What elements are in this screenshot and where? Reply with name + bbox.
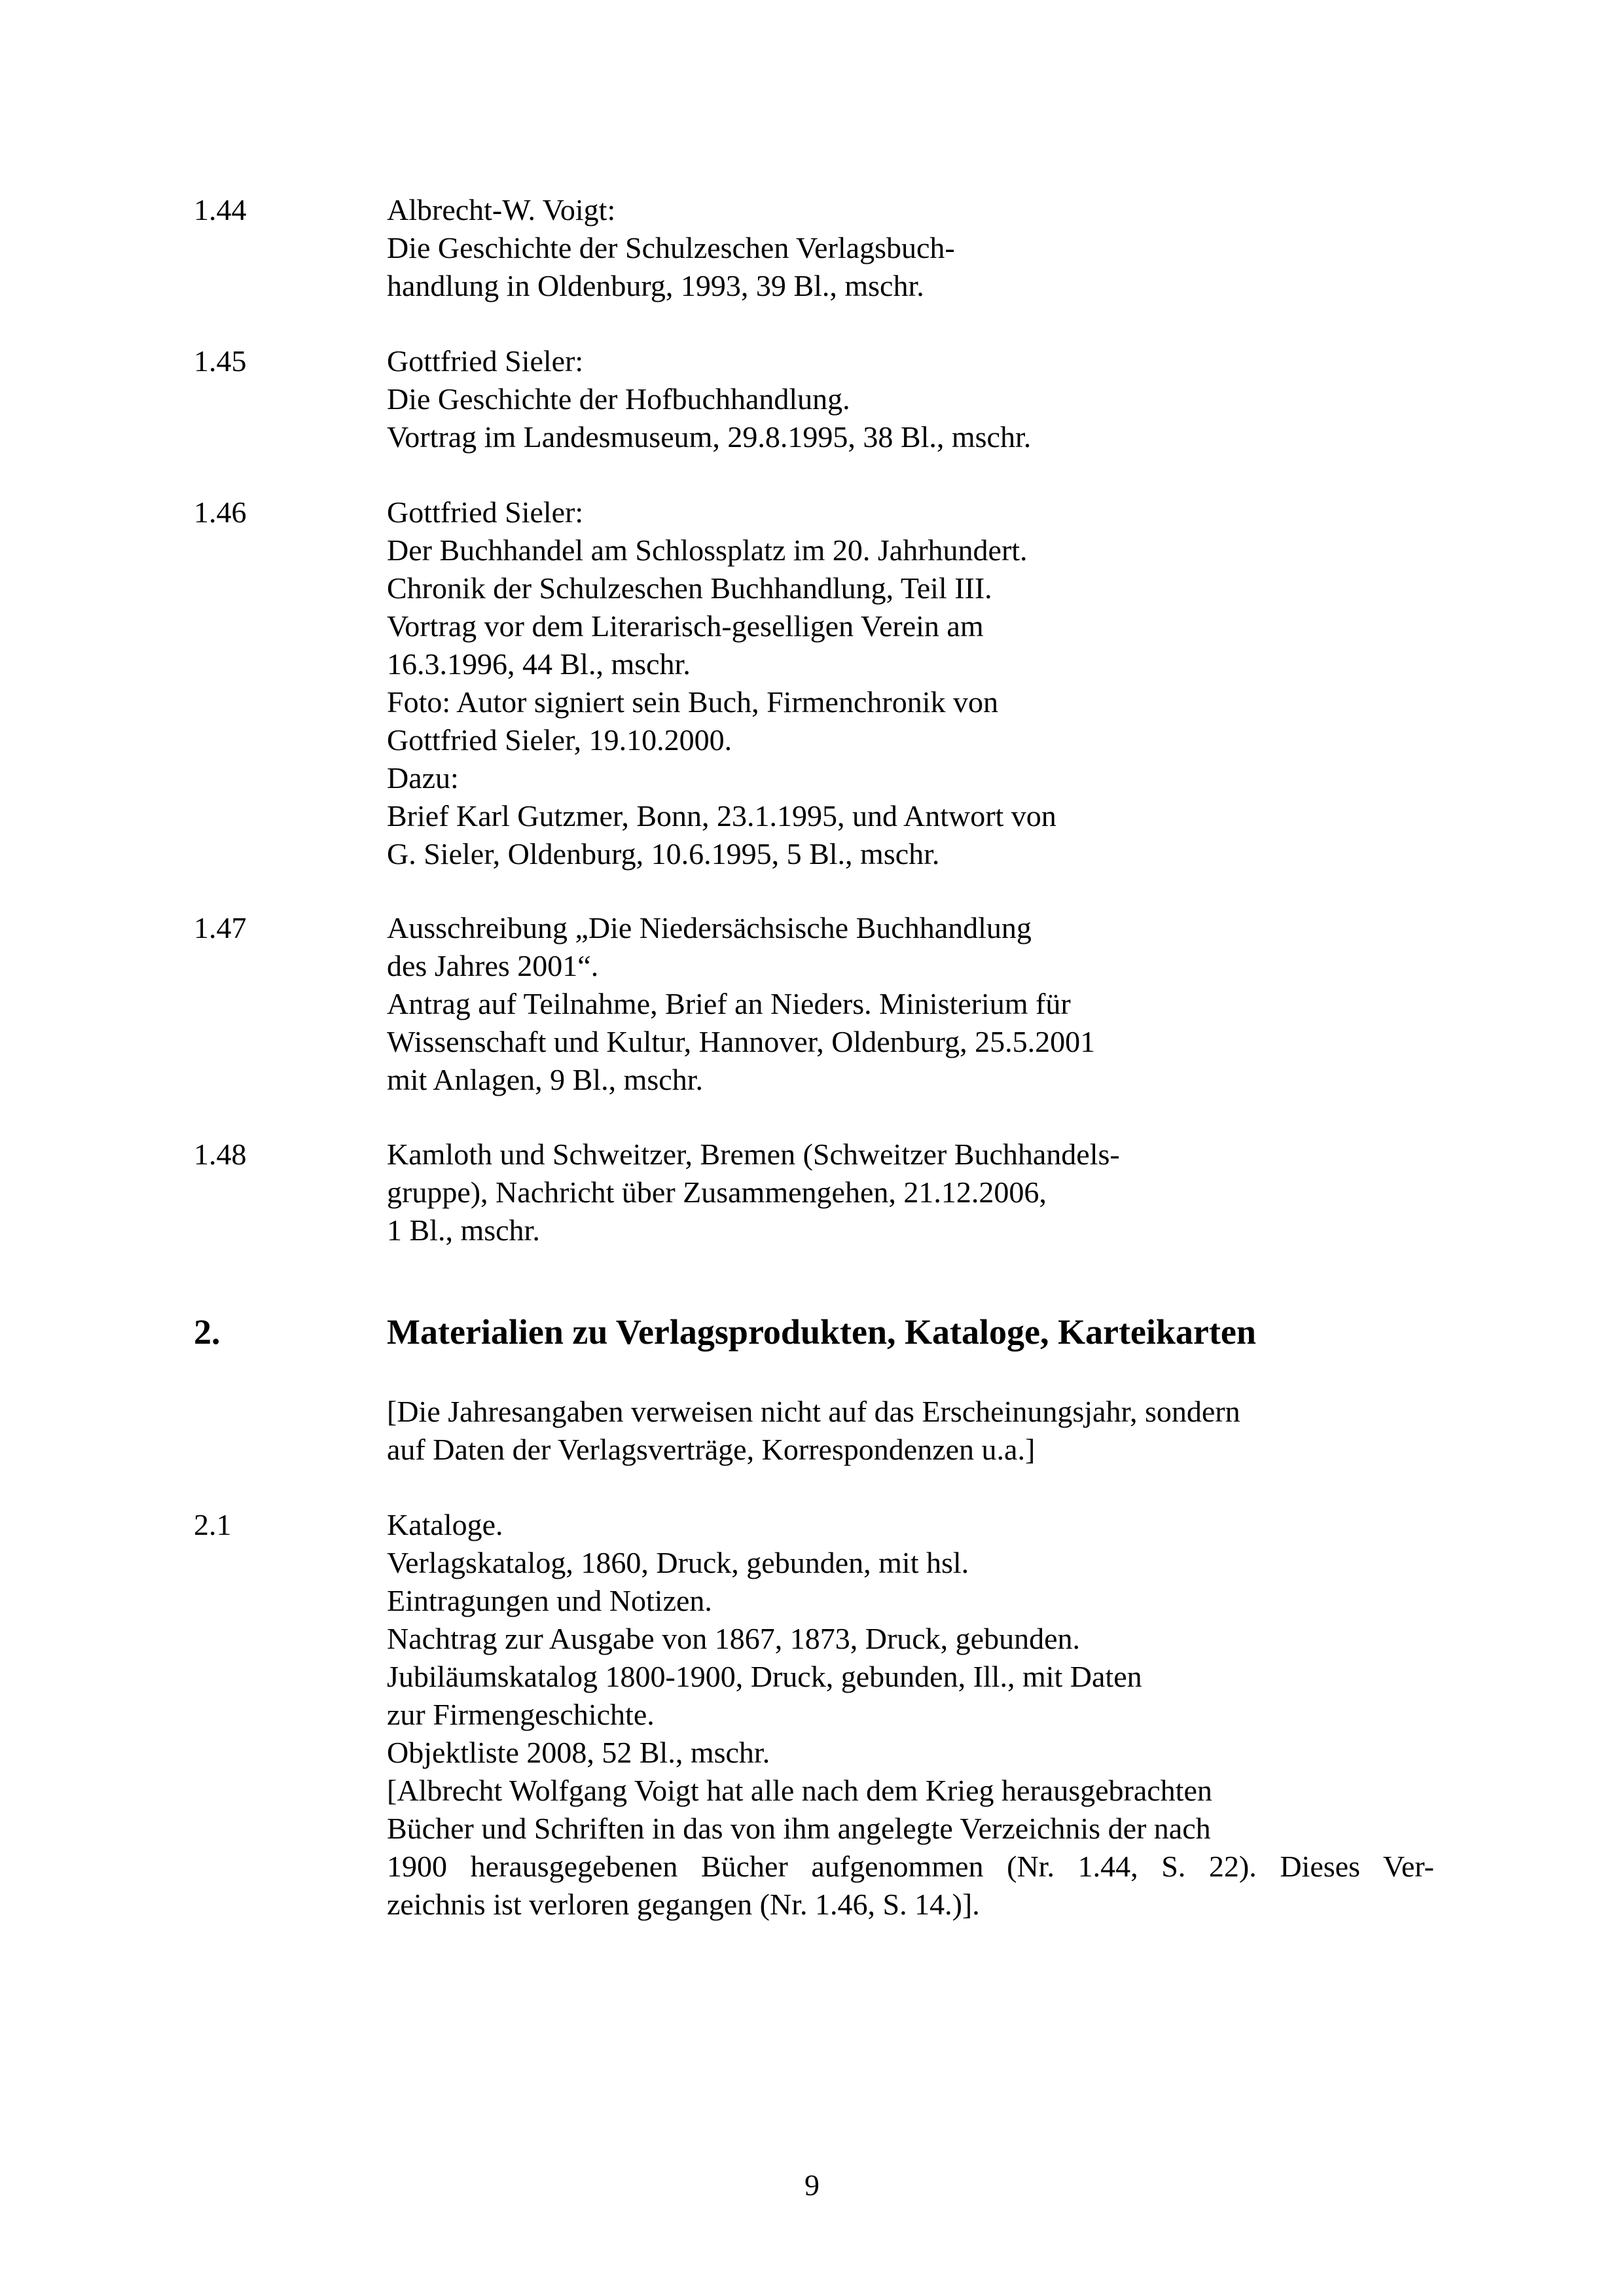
entry-line: Verlagskatalog, 1860, Druck, gebunden, mit hsl. <box>387 1546 969 1579</box>
entry-line: 16.3.1996, 44 Bl., mschr. <box>387 647 691 681</box>
entry-line: Chronik der Schulzeschen Buchhandlung, Teil III. <box>387 571 992 605</box>
entry-number: 1.46 <box>194 495 247 529</box>
entry-line: G. Sieler, Oldenburg, 10.6.1995, 5 Bl., mschr. <box>387 837 940 870</box>
entry-line: gruppe), Nachricht über Zusammengehen, 21.12.2006, <box>387 1175 1047 1209</box>
entry-line: Antrag auf Teilnahme, Brief an Nieders. Ministerium für <box>387 987 1071 1020</box>
entry-text <box>387 493 1434 873</box>
entry-line: Die Geschichte der Schulzeschen Verlagsbuch- <box>387 231 955 264</box>
entry-line: Wissenschaft und Kultur, Hannover, Oldenburg, 25.5.2001 <box>387 1025 1096 1058</box>
page-number: 9 <box>804 2168 820 2202</box>
entry-line: zeichnis ist verloren gegangen (Nr. 1.46, S. 14.)]. <box>387 1888 980 1921</box>
entry-line: Nachtrag zur Ausgabe von 1867, 1873, Druck, gebunden. <box>387 1622 1081 1655</box>
entry-line: handlung in Oldenburg, 1993, 39 Bl., mschr. <box>387 269 924 302</box>
entry-line: 1900 herausgegebenen Bücher aufgenommen (Nr. 1.44, S. 22). Dieses Ver- <box>387 1850 1434 1883</box>
section-title: Materialien zu Verlagsprodukten, Kataloge, Karteikarten <box>387 1312 1256 1352</box>
entry-number: 1.47 <box>194 911 247 944</box>
entry-line: Objektliste 2008, 52 Bl., mschr. <box>387 1736 770 1769</box>
entry-line: des Jahres 2001“. <box>387 949 599 982</box>
entry-line: Kataloge. <box>387 1508 503 1541</box>
note-line: [Die Jahresangaben verweisen nicht auf das Erscheinungsjahr, sondern <box>387 1395 1240 1428</box>
entry-line: 1 Bl., mschr. <box>387 1213 540 1247</box>
entry-number: 2.1 <box>194 1508 232 1541</box>
entry-line: Kamloth und Schweitzer, Bremen (Schweitzer Buchhandels- <box>387 1138 1120 1171</box>
entry-text <box>387 1506 1434 1924</box>
entry-line: Foto: Autor signiert sein Buch, Firmenchronik von <box>387 685 998 719</box>
entry-line: [Albrecht Wolfgang Voigt hat alle nach dem Krieg herausgebrachten <box>387 1774 1212 1807</box>
entry-line: Brief Karl Gutzmer, Bonn, 23.1.1995, und Antwort von <box>387 799 1056 833</box>
entry-line: Bücher und Schriften in das von ihm angelegte Verzeichnis der nach <box>387 1812 1211 1845</box>
entry-number: 1.45 <box>194 344 247 378</box>
entry-text <box>387 191 1434 305</box>
entry-text <box>387 342 1434 456</box>
entry-line: Vortrag im Landesmuseum, 29.8.1995, 38 Bl., mschr. <box>387 420 1032 454</box>
entry-line: Gottfried Sieler: <box>387 344 584 378</box>
entry-line: Die Geschichte der Hofbuchhandlung. <box>387 382 850 416</box>
entry-line: zur Firmengeschichte. <box>387 1698 655 1731</box>
entry-line: Eintragungen und Notizen. <box>387 1584 712 1617</box>
entry-line: Gottfried Sieler, 19.10.2000. <box>387 723 732 757</box>
entry-number: 1.44 <box>194 193 247 226</box>
entry-line: Albrecht-W. Voigt: <box>387 193 616 226</box>
entry-number: 1.48 <box>194 1138 247 1171</box>
entry-text <box>387 909 1434 1099</box>
entry-line: Vortrag vor dem Literarisch-geselligen Verein am <box>387 609 984 643</box>
entry-line: mit Anlagen, 9 Bl., mschr. <box>387 1063 703 1096</box>
entry-line: Dazu: <box>387 761 459 795</box>
entry-text <box>387 1136 1434 1249</box>
entry-line: Der Buchhandel am Schlossplatz im 20. Jahrhundert. <box>387 533 1028 567</box>
section-note-text <box>387 1393 1434 1469</box>
entry-line: Jubiläumskatalog 1800-1900, Druck, gebunden, Ill., mit Daten <box>387 1660 1142 1693</box>
entry-line: Gottfried Sieler: <box>387 495 584 529</box>
entry-line: Ausschreibung „Die Niedersächsische Buchhandlung <box>387 911 1032 944</box>
note-line: auf Daten der Verlagsverträge, Korrespondenzen u.a.] <box>387 1433 1036 1466</box>
section-number: 2. <box>194 1312 221 1352</box>
